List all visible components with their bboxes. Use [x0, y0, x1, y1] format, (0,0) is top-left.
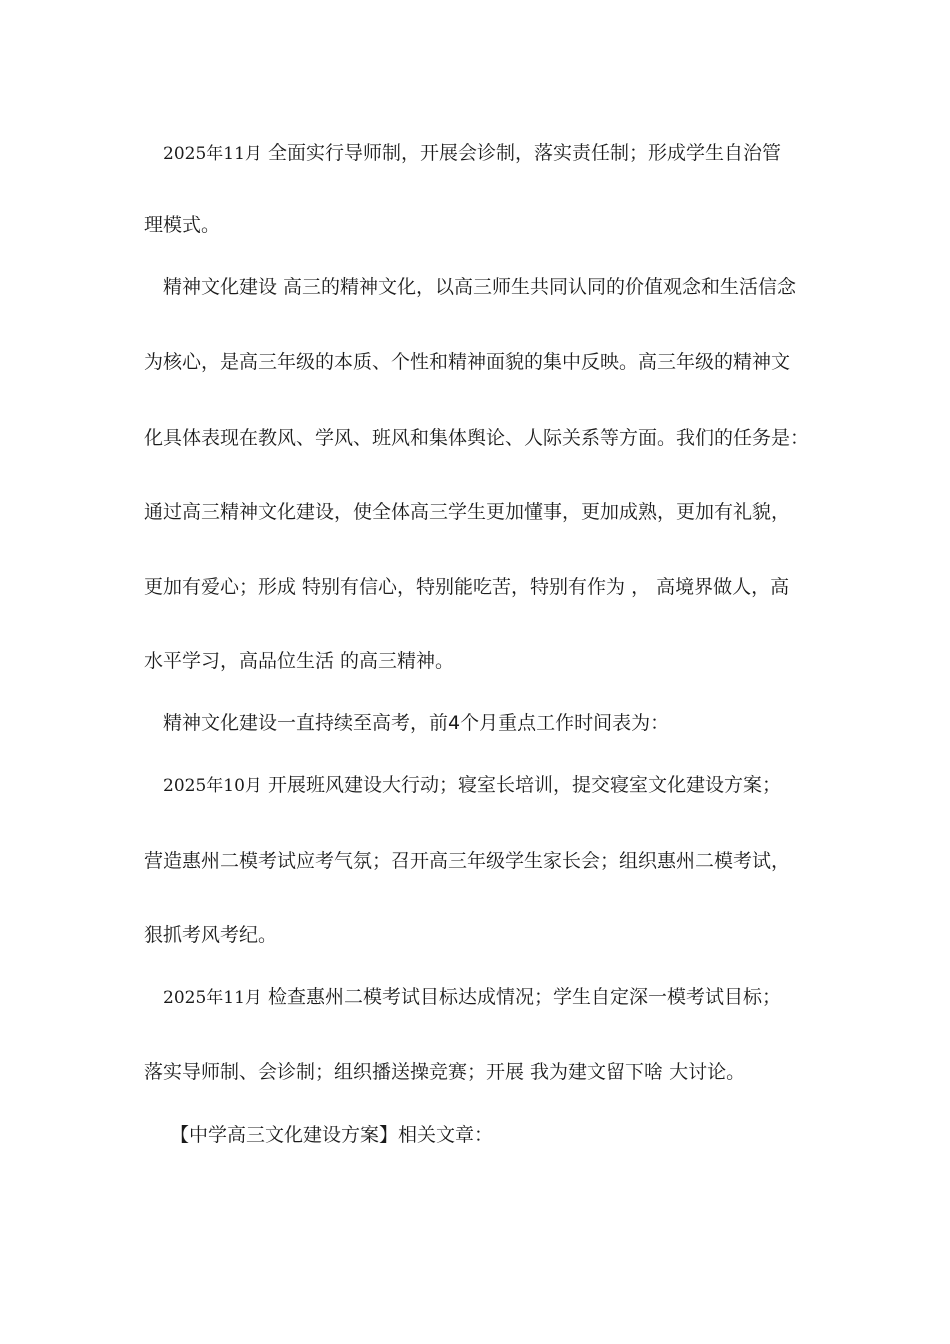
- related-articles-heading: 【中学高三文化建设方案】相关文章：: [170, 1124, 494, 1146]
- paragraph-5-text: 检查惠州二模考试目标达成情况；学生自定深一模考试目标；: [267, 986, 781, 1008]
- paragraph-5-line-1: [163, 983, 833, 1012]
- paragraph-1-date: 2025年11月: [163, 144, 262, 164]
- paragraph-2-line-5: 更加有爱心；形成 特别有信心，特别能吃苦，特别有作为 ， 高境界做人，高: [144, 576, 790, 598]
- paragraph-4-line-2: 营造惠州二模考试应考气氛；召开高三年级学生家长会；组织惠州二模考试，: [144, 850, 791, 872]
- paragraph-5-line-2: 落实导师制、会诊制；组织播送操竞赛；开展 我为建文留下啥 大讨论。: [144, 1061, 746, 1083]
- paragraph-1-line-2: 理模式。: [144, 214, 221, 236]
- paragraph-2-line-6: 水平学习，高品位生活 的高三精神。: [144, 650, 455, 672]
- paragraph-3-line-1: 精神文化建设一直持续至高考，前4个月重点工作时间表为：: [163, 712, 670, 734]
- paragraph-4-line-1: [163, 771, 833, 800]
- paragraph-5-date: 2025年11月: [163, 988, 262, 1008]
- paragraph-4-text: 开展班风建设大行动；寝室长培训，提交寝室文化建设方案；: [267, 774, 781, 796]
- paragraph-1-text: 全面实行导师制，开展会诊制，落实责任制；形成学生自治管: [267, 142, 781, 164]
- paragraph-2-line-4: 通过高三精神文化建设，使全体高三学生更加懂事，更加成熟，更加有礼貌，: [144, 501, 791, 523]
- paragraph-2-line-2: 为核心，是高三年级的本质、个性和精神面貌的集中反映。高三年级的精神文: [144, 351, 791, 373]
- paragraph-4-date: 2025年10月: [163, 776, 262, 796]
- paragraph-4-line-3: 狠抓考风考纪。: [144, 924, 278, 946]
- paragraph-1-line-1: [163, 139, 833, 168]
- paragraph-2-line-1: 精神文化建设 高三的精神文化，以高三师生共同认同的价值观念和生活信念: [163, 276, 797, 298]
- paragraph-2-line-3: 化具体表现在教风、学风、班风和集体舆论、人际关系等方面。我们的任务是：: [144, 427, 810, 449]
